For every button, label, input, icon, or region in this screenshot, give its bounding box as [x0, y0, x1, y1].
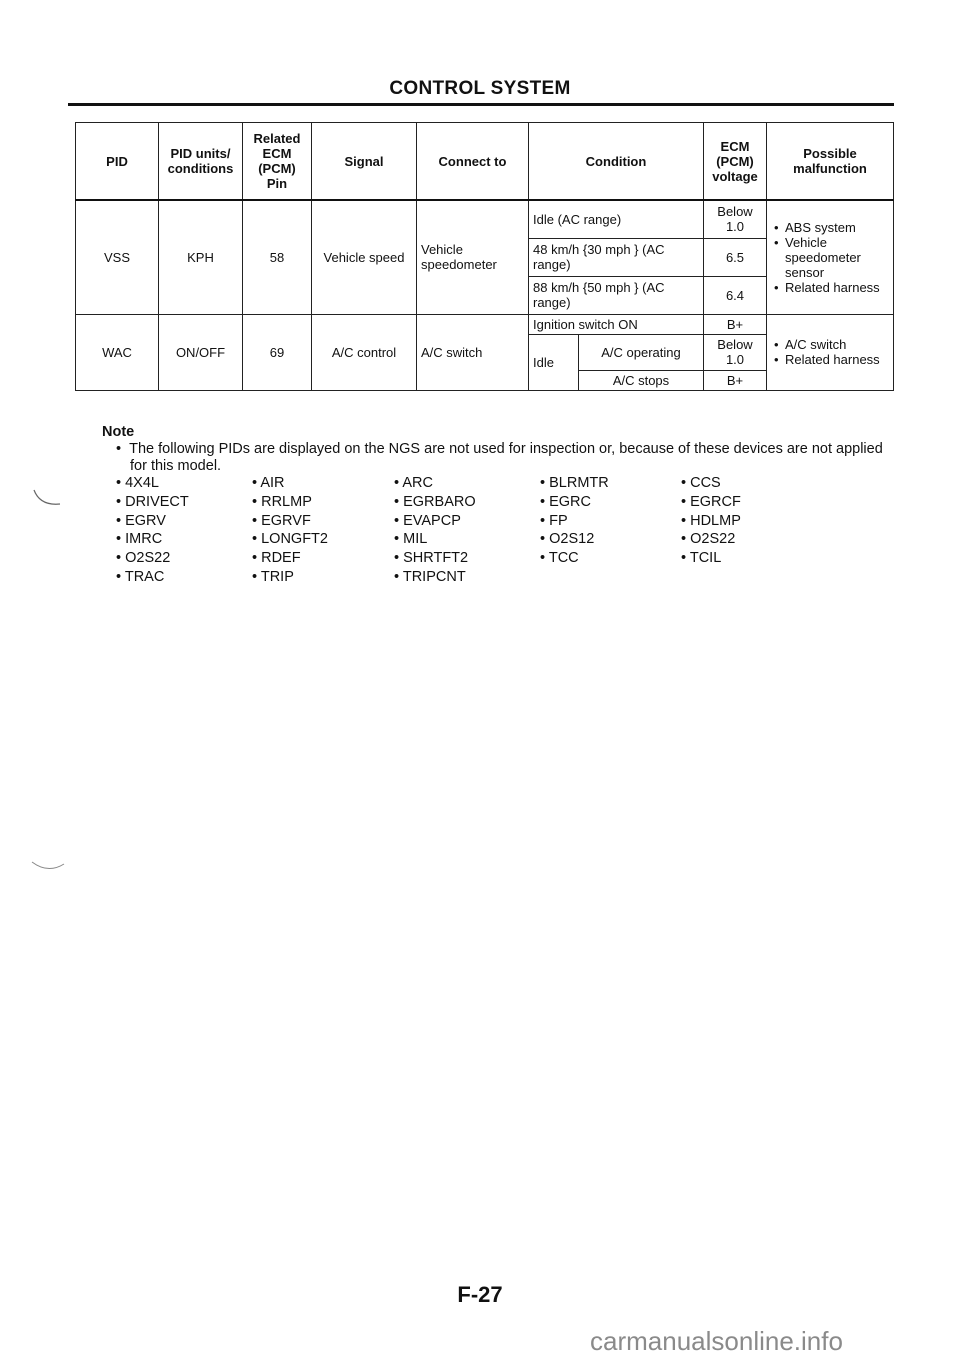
- bullet-icon: •: [116, 531, 126, 548]
- pid-code: O2S22: [125, 550, 171, 567]
- note-text: The following PIDs are displayed on the NGS are not used for inspection or, because of these devices are not applied for this model.: [129, 441, 883, 474]
- scan-mark-icon: [28, 858, 68, 880]
- vss-voltage-3: 6.4: [704, 276, 767, 314]
- pid-code: RDEF: [261, 550, 301, 567]
- unused-pid-item: [394, 531, 427, 547]
- wac-signal: A/C control: [312, 314, 417, 390]
- pid-code: SHRTFT2: [403, 550, 469, 567]
- pid-code: EGRC: [549, 493, 592, 510]
- pid-code: ARC: [402, 475, 433, 491]
- bullet-icon: •: [394, 569, 403, 585]
- vss-units: KPH: [159, 200, 243, 314]
- vss-voltage-1: Below 1.0: [704, 200, 767, 238]
- table-row: [76, 314, 894, 334]
- unused-pid-item: [394, 513, 461, 529]
- unused-pid-item: [394, 569, 466, 585]
- header-signal: Signal: [312, 123, 417, 201]
- wac-units: ON/OFF: [159, 314, 243, 390]
- unused-pid-item: [252, 513, 311, 529]
- bullet-icon: •: [540, 493, 550, 510]
- pid-code: CCS: [690, 475, 721, 491]
- bullet-icon: •: [540, 475, 550, 491]
- pid-code: TRIPCNT: [402, 569, 466, 585]
- pid-code: EGRVF: [261, 512, 311, 529]
- bullet-icon: •: [252, 475, 261, 491]
- bullet-icon: •: [116, 475, 126, 491]
- bullet-icon: •: [540, 512, 550, 529]
- scan-mark-icon: [30, 488, 70, 510]
- pid-code: O2S22: [690, 531, 736, 548]
- bullet-icon: •: [681, 550, 690, 567]
- unused-pid-item: [394, 475, 433, 491]
- bullet-icon: •: [394, 475, 403, 491]
- pid-code: AIR: [260, 475, 285, 491]
- bullet-icon: •: [394, 550, 404, 567]
- wac-idle-voltage-2: B+: [704, 370, 767, 390]
- title-rule: [68, 103, 894, 106]
- vss-pin: 58: [243, 200, 312, 314]
- unused-pid-item: [252, 550, 301, 566]
- pid-code: EGRCF: [690, 493, 741, 510]
- pid-table: [75, 122, 894, 391]
- pid-code: RRLMP: [261, 493, 312, 510]
- wac-malfunctions: [767, 314, 894, 390]
- bullet-icon: •: [681, 493, 691, 510]
- malfunction-item: • A/C switch: [785, 337, 889, 352]
- pid-code: TCIL: [689, 550, 722, 567]
- bullet-icon: •: [116, 569, 125, 585]
- pid-code: IMRC: [125, 531, 163, 548]
- note-heading: Note: [102, 424, 135, 440]
- wac-idle-label: Idle: [529, 334, 579, 390]
- unused-pid-item: [540, 475, 609, 491]
- bullet-icon: •: [681, 512, 691, 529]
- vss-voltage-2: 6.5: [704, 238, 767, 276]
- bullet-icon: •: [681, 531, 691, 548]
- pid-code: LONGFT2: [261, 531, 328, 548]
- pid-code: TRIP: [260, 569, 294, 585]
- unused-pid-item: [394, 550, 468, 566]
- bullet-icon: •: [540, 550, 549, 567]
- wac-ignition-voltage: B+: [704, 314, 767, 334]
- wac-idle-voltage-1: Below 1.0: [704, 334, 767, 370]
- vss-pid: VSS: [76, 200, 159, 314]
- wac-idle-condition-2: A/C stops: [579, 370, 704, 390]
- vss-malfunctions: [767, 200, 894, 314]
- header-connect-to: Connect to: [417, 123, 529, 201]
- unused-pid-item: [252, 494, 312, 510]
- wac-pid: WAC: [76, 314, 159, 390]
- bullet-icon: •: [681, 475, 691, 491]
- pid-code: O2S12: [549, 531, 595, 548]
- malfunction-item: • Related harness: [785, 280, 889, 295]
- pid-code: TRAC: [124, 569, 165, 585]
- table-row: [76, 200, 894, 238]
- pid-code: HDLMP: [690, 512, 741, 529]
- unused-pid-item: [540, 550, 579, 566]
- bullet-icon: •: [252, 531, 262, 548]
- unused-pid-item: [540, 494, 591, 510]
- pid-code: DRIVECT: [125, 493, 189, 510]
- unused-pid-item: [681, 475, 721, 491]
- unused-pid-item: [116, 550, 170, 566]
- bullet-icon: •: [252, 550, 262, 567]
- vss-signal: Vehicle speed: [312, 200, 417, 314]
- unused-pid-item: [394, 494, 476, 510]
- bullet-icon: •: [394, 493, 404, 510]
- bullet-icon: •: [116, 550, 126, 567]
- wac-pin: 69: [243, 314, 312, 390]
- table-header-row: [76, 123, 894, 201]
- bullet-icon: •: [394, 531, 404, 548]
- watermark-logo: carmanualsonline.info: [590, 1326, 843, 1356]
- header-pid: PID: [76, 123, 159, 201]
- header-condition: Condition: [529, 123, 704, 201]
- unused-pid-item: [681, 531, 735, 547]
- unused-pid-item: [116, 513, 166, 529]
- unused-pid-item: [540, 531, 594, 547]
- note-paragraph: • The following PIDs are displayed on the NGS are not used for inspection or, because of these devices are not applied for this model.: [116, 441, 883, 474]
- unused-pid-item: [116, 494, 189, 510]
- unused-pid-item: [681, 550, 721, 566]
- wac-ignition-condition: Ignition switch ON: [529, 314, 704, 334]
- pid-code: FP: [549, 512, 568, 529]
- bullet-icon: •: [252, 512, 262, 529]
- bullet-icon: •: [540, 531, 550, 548]
- unused-pid-item: [681, 513, 741, 529]
- bullet-icon: •: [116, 493, 126, 510]
- pid-code: EGRV: [125, 512, 166, 529]
- header-related-pin: Related ECM (PCM) Pin: [243, 123, 312, 201]
- malfunction-item: • Related harness: [785, 352, 889, 367]
- bullet-icon: •: [116, 512, 126, 529]
- unused-pid-item: [116, 569, 164, 585]
- bullet-icon: •: [394, 512, 404, 529]
- malfunction-item: • ABS system: [785, 220, 889, 235]
- bullet-icon: •: [252, 569, 261, 585]
- header-possible-malfunction: Possible malfunction: [767, 123, 894, 201]
- unused-pid-item: [681, 494, 741, 510]
- unused-pid-item: [540, 513, 568, 529]
- pid-code: EVAPCP: [403, 512, 461, 529]
- pid-code: BLRMTR: [549, 475, 609, 491]
- vss-condition-2: 48 km/h {30 mph } (AC range): [529, 238, 704, 276]
- pid-code: 4X4L: [125, 475, 159, 491]
- page-title: CONTROL SYSTEM: [389, 78, 571, 99]
- unused-pid-item: [252, 569, 294, 585]
- vss-connect: Vehicle speedometer: [417, 200, 529, 314]
- pid-code: TCC: [548, 550, 579, 567]
- wac-idle-condition-1: A/C operating: [579, 334, 704, 370]
- page-number: F-27: [457, 1282, 503, 1307]
- bullet-icon: •: [252, 493, 262, 510]
- malfunction-item: • Vehicle speedometer sensor: [785, 235, 889, 280]
- pid-code: MIL: [403, 531, 428, 548]
- unused-pid-item: [116, 475, 159, 491]
- note-block: [102, 424, 902, 475]
- header-units: PID units/ conditions: [159, 123, 243, 201]
- wac-connect: A/C switch: [417, 314, 529, 390]
- unused-pid-item: [252, 531, 328, 547]
- unused-pid-item: [116, 531, 162, 547]
- vss-condition-1: Idle (AC range): [529, 200, 704, 238]
- header-ecm-voltage: ECM (PCM) voltage: [704, 123, 767, 201]
- vss-condition-3: 88 km/h {50 mph } (AC range): [529, 276, 704, 314]
- unused-pid-item: [252, 475, 284, 491]
- pid-code: EGRBARO: [403, 493, 476, 510]
